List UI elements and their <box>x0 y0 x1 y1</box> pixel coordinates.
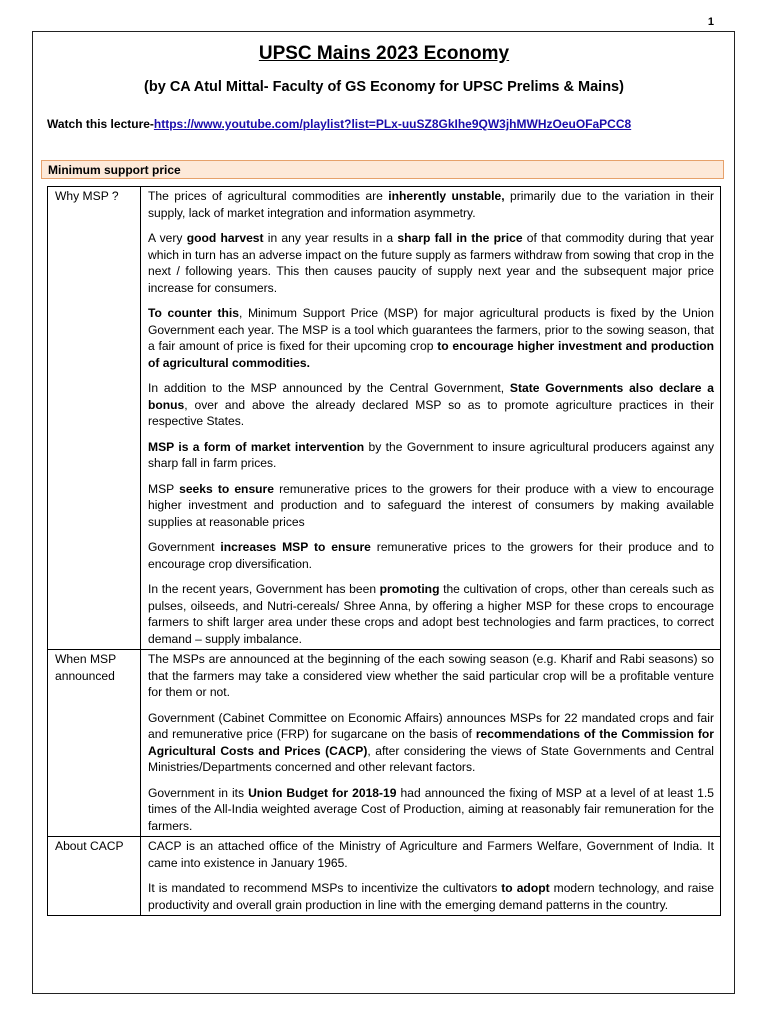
row-label: Why MSP ? <box>48 187 141 650</box>
paragraph <box>148 481 714 531</box>
text-run: MSP <box>148 481 180 496</box>
paragraph <box>148 651 714 701</box>
row-label: About CACP <box>48 837 141 916</box>
watch-lecture-line <box>47 117 631 131</box>
text-run: by the Government to insure agricultural producers against any sharp fall in farm prices. <box>148 439 715 470</box>
text-run: in any year results in a <box>263 231 398 245</box>
text-run: remunerative prices to the growers for their produce and to encourage crop diversification. <box>148 540 715 571</box>
lecture-playlist-link[interactable]: https://www.youtube.com/playlist?list=PLx-uuSZ8GkIhe9QW3jhMWHzOeuOFaPCC8 <box>153 117 632 131</box>
watch-label: Watch this lecture- <box>47 117 154 131</box>
text-run: the cultivation of crops, other than cereals such as pulses, oilseeds, and Nutri-cereals/ Shree Anna, by offering a higher MSP for these crops to encourage farmers to shift larger area under these crops and adopt best technologies and farm practices, to correct demand – supply imbalance. <box>148 582 714 646</box>
text-run: had announced the fixing of MSP at a level of at least 1.5 times of the All-India weighted average Cost of Production, aiming at reasonably fair remuneration for the farmers. <box>148 785 714 833</box>
page-title: UPSC Mains 2023 Economy <box>258 43 510 64</box>
text-run: , over and above the already declared MSP so as to promote agriculture practices in their respective States. <box>148 397 714 428</box>
bold-text: inherently unstable, <box>388 189 505 203</box>
table-row-why-msp <box>48 187 721 650</box>
bold-text: promoting <box>379 582 440 596</box>
section-heading: Minimum support price <box>41 160 724 179</box>
text-run: modern technology, and raise productivity and overall grain production in line with the emerging demand patterns in the country. <box>148 881 714 912</box>
text-run: The MSPs are announced at the beginning of the each sowing season (e.g. Kharif and Rabi seasons) so that the farmers may take a considered view whether the said particular crop will be a profitable venture for them or not. <box>148 652 714 699</box>
text-run: A very <box>148 231 187 245</box>
bold-text: good harvest <box>186 231 264 245</box>
paragraph <box>148 710 714 776</box>
paragraph <box>148 380 714 430</box>
bold-text: MSP is a form of market intervention <box>148 439 365 454</box>
bold-text: To counter this <box>148 306 239 320</box>
text-run: remunerative prices to the growers for their produce with a view to encourage higher investment and production and to safeguard the interest of consumers by making available supplies at reasonable prices <box>148 481 714 529</box>
msp-table <box>47 186 721 916</box>
row-content <box>141 187 721 650</box>
text-run: , after considering the views of State Governments and Central Ministries/Departments concerned and other relevant factors. <box>148 743 714 774</box>
paragraph <box>148 439 714 472</box>
text-run: In addition to the MSP announced by the Central Government, <box>148 381 510 395</box>
bold-text: Union Budget for 2018-19 <box>248 785 397 800</box>
text-run: primarily due to the variation in their supply, lack of market integration and information asymmetry. <box>148 189 714 220</box>
text-run: The prices of agricultural commodities are <box>148 189 389 203</box>
text-run: of that commodity during that year which in turn has an adverse impact on the future supply as farmers withdraw from sowing that crop in the next / following years. This then causes paucity of supply next year and the subsequent major price increase for consumers. <box>148 231 715 295</box>
page-number: 1 <box>707 16 714 28</box>
paragraph <box>148 785 714 835</box>
paragraph <box>148 838 714 871</box>
paragraph <box>148 880 714 913</box>
row-content <box>141 650 721 837</box>
text-run: Government (Cabinet Committee on Economic Affairs) announces MSPs for 22 mandated crops and fair and remunerative price (FRP) for sugarcane on the basis of <box>148 710 714 741</box>
bold-text: increases MSP to ensure <box>220 540 371 554</box>
paragraph <box>148 305 714 371</box>
row-label: When MSP announced <box>48 650 141 837</box>
bold-text: to encourage higher investment and production of agricultural commodities. <box>148 339 714 370</box>
paragraph <box>148 230 714 296</box>
table-row-about-cacp <box>48 837 721 916</box>
bold-text: sharp fall in the price <box>397 231 523 245</box>
row-content <box>141 837 721 916</box>
paragraph <box>148 581 714 647</box>
bold-text: seeks to ensure <box>179 481 274 496</box>
table-row-when-msp-announced <box>48 650 721 837</box>
text-run: CACP is an attached office of the Ministry of Agriculture and Farmers Welfare, Government of India. It came into existence in January 1965. <box>148 839 714 870</box>
bold-text: recommendations of the Commission for Agricultural Costs and Prices (CACP) <box>148 727 715 758</box>
paragraph <box>148 539 714 572</box>
text-run: Government <box>148 540 221 554</box>
paragraph <box>148 188 714 221</box>
text-run: Government in its <box>148 785 249 800</box>
bold-text: to adopt <box>501 881 550 895</box>
bold-text: State Governments also declare a bonus <box>148 381 714 412</box>
text-run: , Minimum Support Price (MSP) for major agricultural products is fixed by the Union Government each year. The MSP is a tool which guarantees the farmers, prior to the sowing season, that a fair amount of price is fixed for their upcoming crop <box>148 306 714 353</box>
msp-table-body <box>48 187 721 916</box>
text-run: It is mandated to recommend MSPs to incentivize the cultivators <box>148 881 502 895</box>
text-run: In the recent years, Government has been <box>148 582 380 596</box>
author-subtitle: (by CA Atul Mittal- Faculty of GS Economy for UPSC Prelims & Mains) <box>144 79 624 95</box>
